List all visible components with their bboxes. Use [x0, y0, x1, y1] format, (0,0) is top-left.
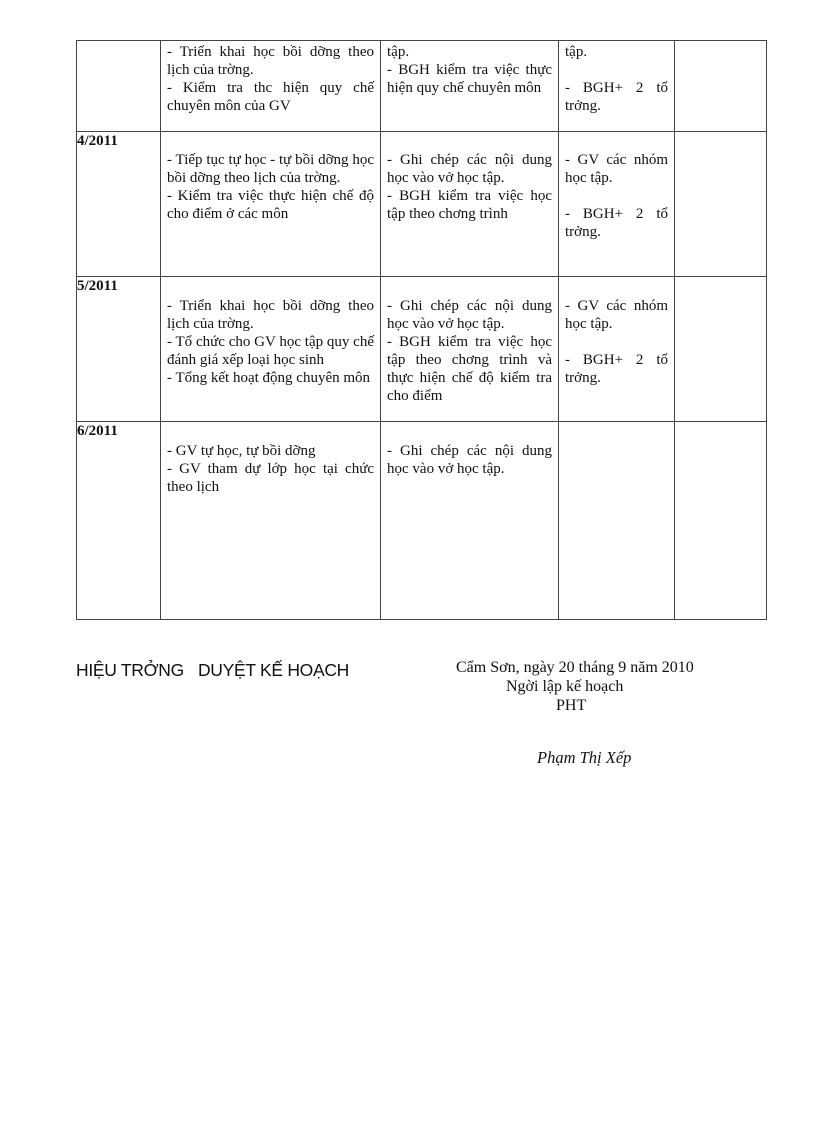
responsible-cell	[559, 41, 675, 132]
table-row	[77, 132, 767, 277]
responsible-line	[565, 61, 668, 79]
responsible-line: - BGH+ 2 tổ trởng.	[565, 80, 668, 114]
responsible-cell	[559, 277, 675, 422]
month-cell: 4/2011	[77, 132, 161, 277]
responsible-line	[565, 187, 668, 205]
responsible-cell	[559, 132, 675, 277]
method-line: - BGH kiểm tra việc học tập theo chơng trình và thực hiện chế độ kiểm tra cho điểm	[387, 334, 552, 404]
responsible-line: tập.	[565, 44, 588, 60]
content-line: - Triển khai học bồi dỡng theo lịch của trờng.	[167, 44, 374, 78]
responsible-line: - BGH+ 2 tổ trởng.	[565, 352, 668, 386]
method-cell	[381, 422, 559, 620]
content-line: - Kiểm tra việc thực hiện chế độ cho điểm ở các môn	[167, 188, 374, 222]
responsible-line: - BGH+ 2 tổ trởng.	[565, 206, 668, 240]
content-line: - GV tham dự lớp học tại chức theo lịch	[167, 461, 374, 495]
content-line: - Kiểm tra thc hiện quy chế chuyên môn của GV	[167, 80, 374, 114]
approve-plan-title: DUYỆT KẾ HOẠCH	[197, 660, 350, 680]
method-line: - Ghi chép các nội dung học vào vở học tập.	[387, 443, 552, 477]
responsible-line	[565, 333, 668, 351]
content-cell	[161, 422, 381, 620]
responsible-line: - GV các nhóm học tập.	[565, 298, 668, 332]
method-line: - Ghi chép các nội dung học vào vở học tập.	[387, 298, 552, 332]
method-line: tập.	[387, 44, 410, 60]
method-line: - BGH kiểm tra việc học tập theo chơng trình	[387, 188, 552, 222]
method-line: - Ghi chép các nội dung học vào vở học tập.	[387, 152, 552, 186]
principal-title: HIỆU TRỞNG	[76, 660, 184, 680]
content-line: - Tiếp tục tự học - tự bồi dỡng học bồi dỡng theo lịch của trờng.	[167, 152, 374, 186]
responsible-cell	[559, 422, 675, 620]
content-line: - GV tự học, tự bồi dỡng	[167, 443, 316, 459]
month-cell: 5/2011	[77, 277, 161, 422]
note-cell	[675, 422, 767, 620]
planner-role: PHT	[556, 697, 587, 714]
place-date: Cẩm Sơn, ngày 20 tháng 9 năm 2010	[456, 659, 694, 676]
method-cell	[381, 277, 559, 422]
content-cell	[161, 277, 381, 422]
table-row	[77, 422, 767, 620]
note-cell	[675, 277, 767, 422]
note-cell	[675, 132, 767, 277]
responsible-line: - GV các nhóm học tập.	[565, 152, 668, 186]
method-cell	[381, 132, 559, 277]
month-cell: 6/2011	[77, 422, 161, 620]
content-cell	[161, 41, 381, 132]
content-line: - Tổ chức cho GV học tập quy chế đánh giá xếp loại học sinh	[167, 334, 374, 368]
month-cell	[77, 41, 161, 132]
planner-label: Ngời lập kế hoạch	[506, 678, 624, 695]
signer-name: Phạm Thị Xếp	[537, 748, 632, 767]
table-row	[77, 277, 767, 422]
note-cell	[675, 41, 767, 132]
method-cell	[381, 41, 559, 132]
content-cell	[161, 132, 381, 277]
content-line: - Tổng kết hoạt động chuyên môn	[167, 370, 371, 386]
table-row	[77, 41, 767, 132]
content-line: - Triển khai học bồi dỡng theo lịch của trờng.	[167, 298, 374, 332]
plan-table	[76, 40, 767, 620]
method-line: - BGH kiểm tra việc thực hiện quy chế chuyên môn	[387, 62, 552, 96]
approval-heading	[76, 660, 349, 681]
